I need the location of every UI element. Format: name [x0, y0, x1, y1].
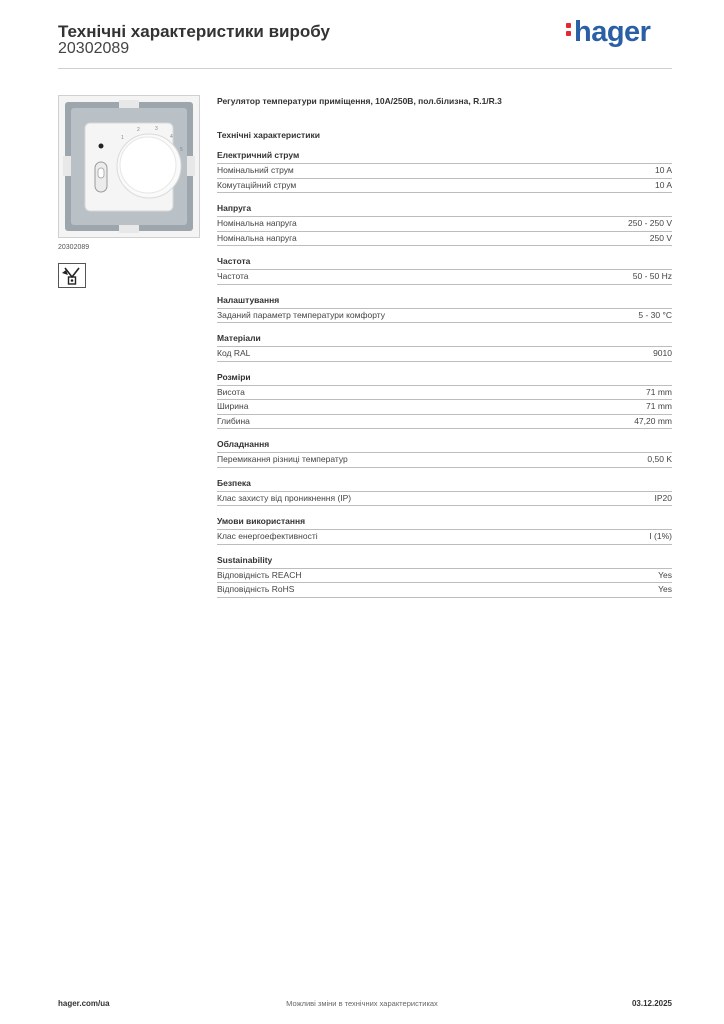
group-title: Частота — [217, 256, 251, 266]
footer-date: 03.12.2025 — [631, 999, 672, 1008]
spec-value: Yes — [658, 569, 672, 580]
spec-row — [217, 529, 672, 545]
svg-text:5: 5 — [180, 147, 183, 153]
spec-row — [217, 178, 672, 194]
spec-group-voltage — [217, 203, 672, 246]
spec-label: Номінальна напруга — [217, 218, 297, 228]
spec-row — [217, 216, 672, 231]
spec-label: Висота — [217, 386, 245, 397]
page-title: Технічні характеристики виробу — [58, 22, 330, 41]
svg-text:1: 1 — [121, 135, 124, 141]
group-title: Матеріали — [217, 333, 261, 343]
group-title: Напруга — [217, 203, 252, 213]
spec-label: Номінальний струм — [217, 165, 294, 175]
footer-website-link[interactable]: hager.com/ua — [58, 999, 110, 1008]
spec-row — [217, 452, 672, 468]
spec-label: Клас захисту від проникнення (IP) — [217, 492, 352, 503]
spec-group-materials — [217, 333, 672, 362]
group-title: Розміри — [217, 371, 251, 382]
spec-label: Заданий параметр температури комфорту — [217, 309, 385, 320]
spec-group-equipment — [217, 439, 672, 468]
spec-label: Клас енергоефективності — [217, 531, 318, 541]
group-title: Sustainability — [217, 554, 273, 565]
product-image — [58, 95, 200, 238]
spec-row — [217, 399, 672, 414]
spec-label: Частота — [217, 271, 249, 281]
group-title: Безпека — [217, 477, 251, 488]
spec-label: Відповідність RoHS — [217, 584, 295, 594]
spec-row — [217, 308, 672, 324]
spec-row — [217, 385, 672, 400]
spec-row — [217, 491, 672, 507]
group-title: Обладнання — [217, 439, 270, 449]
spec-row — [217, 346, 672, 362]
svg-text:4: 4 — [170, 134, 173, 140]
svg-text:2: 2 — [137, 127, 140, 133]
spec-row — [217, 414, 672, 430]
spec-group-frequency — [217, 256, 672, 285]
spec-label: Код RAL — [217, 348, 251, 358]
product-description: Регулятор температури приміщення, 10A/250B, пол.білизна, R.1/R.3 — [217, 96, 502, 106]
spec-group-sustainability — [217, 555, 672, 598]
header-divider — [58, 68, 672, 69]
logo-dots-icon — [566, 20, 572, 39]
spec-value: 47,20 mm — [634, 415, 672, 426]
spec-row — [217, 568, 672, 583]
spec-value: 71 mm — [646, 386, 672, 397]
spec-value: 71 mm — [646, 401, 672, 411]
image-caption: 20302089 — [58, 244, 90, 251]
spec-value: 250 V — [649, 232, 672, 243]
spec-value: I (1%) — [649, 531, 672, 541]
spec-group-settings — [217, 295, 672, 324]
spec-content — [217, 96, 672, 598]
spec-value: 10 A — [654, 179, 672, 190]
spec-value: Yes — [658, 584, 672, 594]
logo-text: hager — [574, 16, 651, 48]
spec-label: Відповідність REACH — [217, 569, 302, 580]
brand-logo — [566, 16, 650, 49]
spec-row — [217, 231, 672, 247]
spec-row — [217, 582, 672, 598]
spec-value: 5 - 30 °C — [638, 309, 672, 320]
installation-icon — [58, 263, 86, 288]
product-code: 20302089 — [58, 40, 130, 57]
spec-label: Перемикання різниці температур — [217, 454, 348, 464]
spec-group-usage — [217, 516, 672, 545]
spec-group-current — [217, 150, 672, 193]
spec-label: Ширина — [217, 401, 249, 411]
spec-label: Глибина — [217, 415, 250, 426]
spec-value: IP20 — [654, 492, 672, 503]
spec-group-safety — [217, 478, 672, 507]
group-title: Умови використання — [217, 516, 306, 526]
spec-value: 50 - 50 Hz — [632, 271, 672, 281]
spec-label: Номінальна напруга — [217, 232, 297, 243]
footer-disclaimer: Можливі зміни в технічних характеристиках — [286, 999, 438, 1008]
spec-value: 0,50 K — [647, 454, 672, 464]
spec-group-dimensions — [217, 372, 672, 430]
spec-value: 250 - 250 V — [628, 218, 672, 228]
svg-text:3: 3 — [155, 126, 158, 132]
spec-value: 10 A — [654, 165, 672, 175]
spec-label: Комутаційний струм — [217, 179, 297, 190]
spec-row — [217, 269, 672, 285]
spec-value: 9010 — [653, 348, 672, 358]
group-title: Налаштування — [217, 294, 280, 305]
section-title: Технічні характеристики — [217, 130, 320, 140]
group-title: Електричний струм — [217, 150, 300, 160]
spec-row — [217, 163, 672, 178]
